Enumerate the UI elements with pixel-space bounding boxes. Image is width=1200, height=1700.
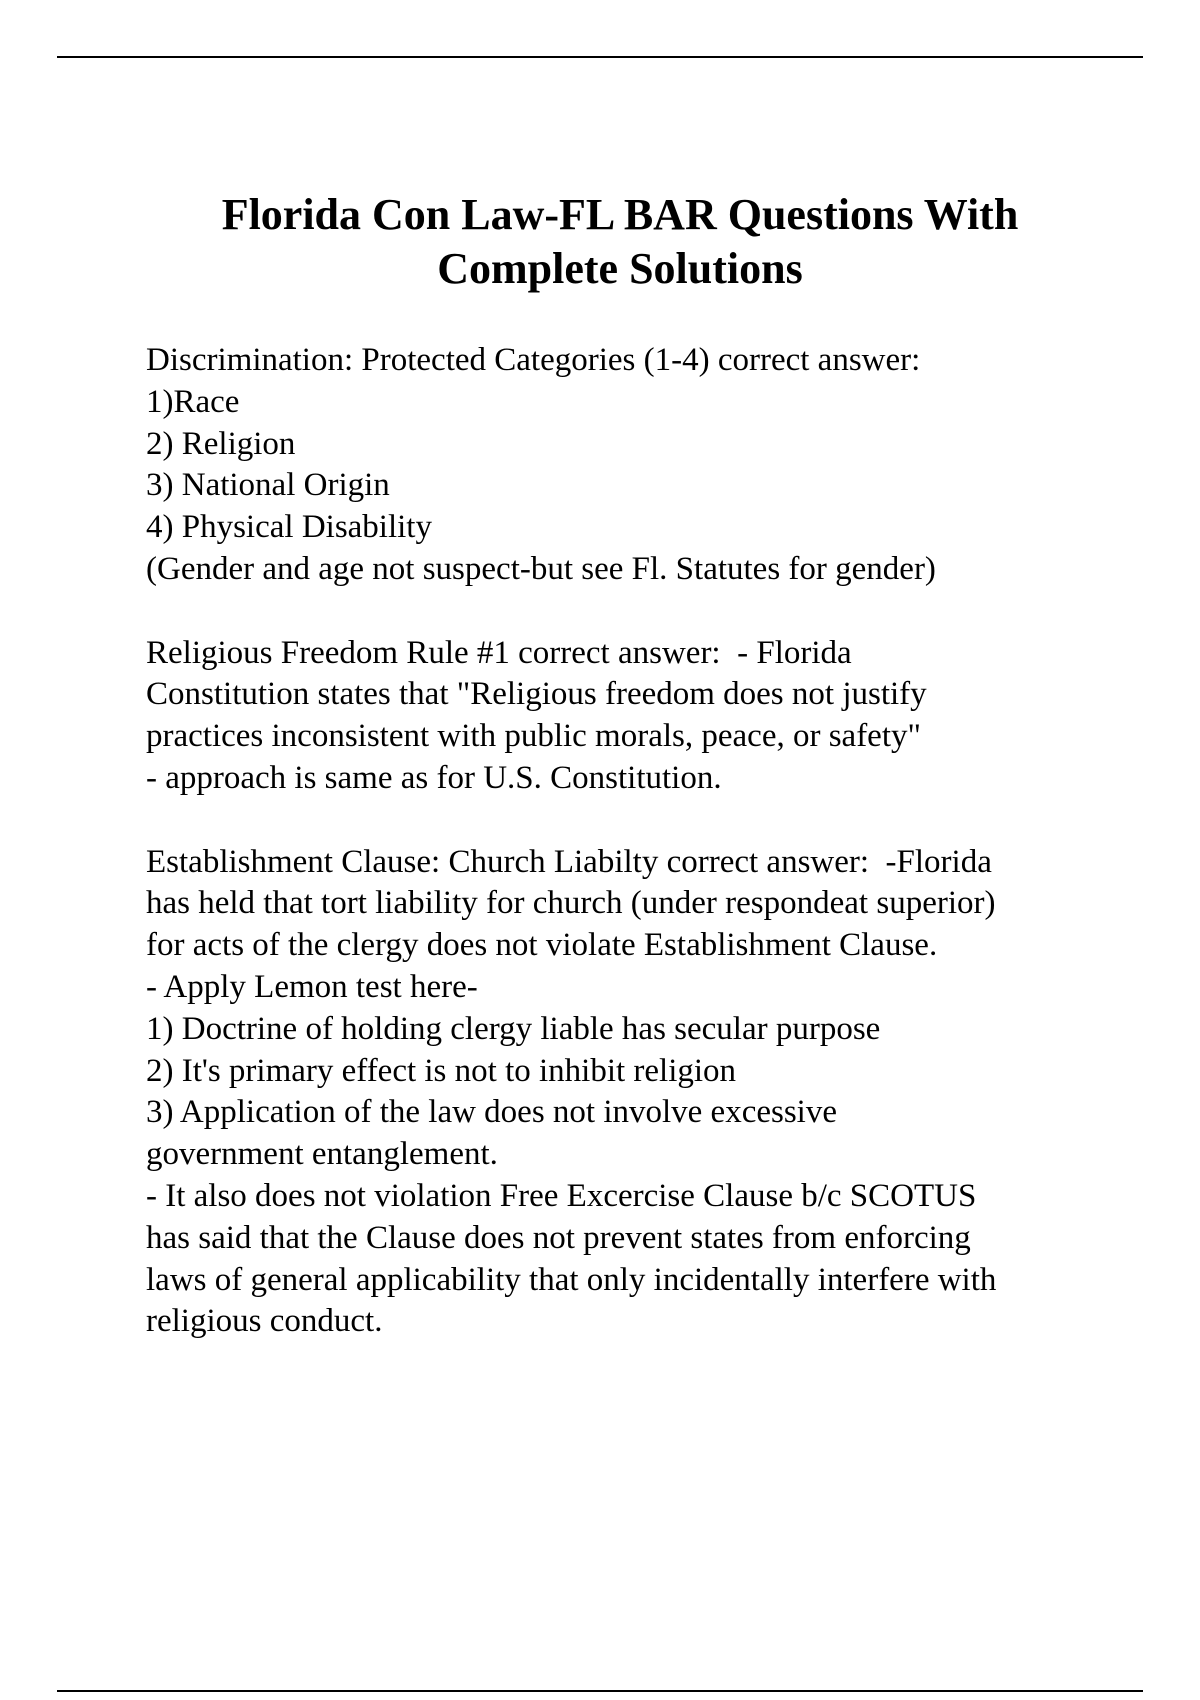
entry-line: - approach is same as for U.S. Constitution. xyxy=(146,759,722,796)
entry-line: has held that tort liability for church (under respondeat superior) xyxy=(146,885,996,922)
entry-line: - Apply Lemon test here- xyxy=(146,968,478,1005)
entry-establishment-clause xyxy=(146,842,1146,1344)
entry-line: 3) Application of the law does not involve excessive xyxy=(146,1094,838,1131)
entry-line: government entanglement. xyxy=(146,1136,498,1173)
document-body xyxy=(146,340,1146,1385)
entry-line: 1) Doctrine of holding clergy liable has secular purpose xyxy=(146,1010,881,1047)
entry-line: 3) National Origin xyxy=(146,467,390,504)
entry-line: (Gender and age not suspect-but see Fl. Statutes for gender) xyxy=(146,550,936,587)
entry-line: 2) It's primary effect is not to inhibit religion xyxy=(146,1052,737,1089)
entry-line: - It also does not violation Free Excercise Clause b/c SCOTUS xyxy=(146,1177,977,1214)
entry-line: Discrimination: Protected Categories (1-4) correct answer: xyxy=(146,342,921,378)
entry-line: practices inconsistent with public morals, peace, or safety" xyxy=(146,718,921,755)
entry-line: 4) Physical Disability xyxy=(146,509,432,546)
entry-line: Religious Freedom Rule #1 correct answer: - Florida xyxy=(146,634,852,671)
entry-line: laws of general applicability that only incidentally interfere with xyxy=(146,1261,997,1298)
title-line-2: Complete Solutions xyxy=(437,244,803,293)
entry-religious-freedom xyxy=(146,633,1146,800)
entry-line: 1)Race xyxy=(146,383,240,420)
document-title xyxy=(100,188,1140,296)
entry-line: 2) Religion xyxy=(146,425,296,462)
entry-line: for acts of the clergy does not violate Establishment Clause. xyxy=(146,927,938,964)
entry-line: Establishment Clause: Church Liabilty correct answer: -Florida xyxy=(146,843,992,880)
entry-line: religious conduct. xyxy=(146,1303,383,1340)
entry-line: has said that the Clause does not prevent states from enforcing xyxy=(146,1219,971,1256)
bottom-rule xyxy=(57,1690,1143,1692)
entry-discrimination xyxy=(146,340,1146,591)
entry-line: Constitution states that "Religious freedom does not justify xyxy=(146,676,927,713)
top-rule xyxy=(57,56,1143,58)
title-line-1: Florida Con Law-FL BAR Questions With xyxy=(221,190,1019,239)
